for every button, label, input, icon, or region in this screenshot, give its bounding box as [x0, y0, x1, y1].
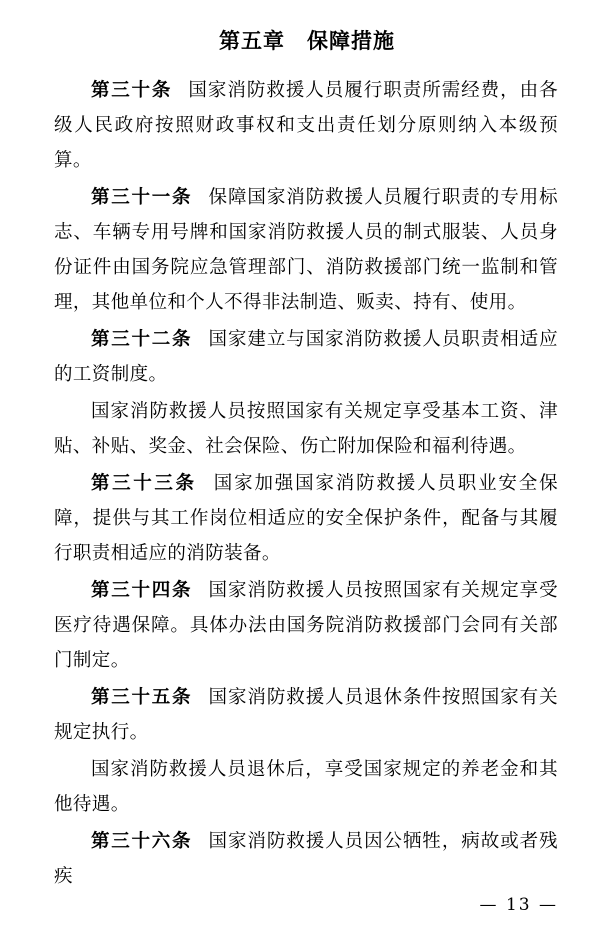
paragraph-text: 国家消防救援人员退休后，享受国家规定的养老金和其他待遇。 — [54, 759, 558, 816]
article-number: 第三十一条 — [91, 187, 193, 209]
article-number: 第三十五条 — [91, 687, 193, 709]
paragraph-text: 国家消防救援人员按照国家有关规定享受医疗待遇保障。具体办法由国务院消防救援部门会同有关部门制定。 — [54, 580, 558, 672]
chapter-title: 第五章 保障措施 — [219, 28, 395, 53]
paragraph-text: 国家消防救援人员退休条件按照国家有关规定执行。 — [54, 687, 558, 744]
paragraph-text: 保障国家消防救援人员履行职责的专用标志、车辆专用号牌和国家消防救援人员的制式服装、人员身份证件由国务院应急管理部门、消防救援部门统一监制和管理，其他单位和个人不得非法制造、贩卖、持有、使用。 — [54, 187, 558, 314]
paragraph — [54, 680, 558, 750]
paragraph — [54, 573, 558, 678]
paragraph-text: 国家加强国家消防救援人员职业安全保障，提供与其工作岗位相适应的安全保护条件，配备与其履行职责相适应的消防装备。 — [54, 473, 558, 565]
document-page — [0, 26, 614, 933]
paragraph — [54, 394, 558, 464]
article-number: 第三十条 — [91, 80, 173, 102]
paragraph — [54, 322, 558, 392]
article-number: 第三十四条 — [91, 580, 193, 602]
paragraph — [54, 824, 558, 894]
paragraph — [54, 73, 558, 178]
article-number: 第三十六条 — [91, 831, 193, 853]
paragraph-text: 国家消防救援人员按照国家有关规定享受基本工资、津贴、补贴、奖金、社会保险、伤亡附加保险和福利待遇。 — [54, 401, 558, 458]
paragraph-text: 国家消防救援人员因公牺牲，病故或者残疾 — [54, 831, 558, 888]
paragraph — [54, 180, 558, 320]
article-number: 第三十三条 — [91, 473, 197, 495]
article-number: 第三十二条 — [91, 329, 193, 351]
paragraph — [54, 466, 558, 571]
page-number: — 13 — — [479, 895, 558, 915]
paragraph-text: 国家消防救援人员履行职责所需经费，由各级人民政府按照财政事权和支出责任划分原则纳入本级预算。 — [54, 80, 558, 172]
paragraph-text: 国家建立与国家消防救援人员职责相适应的工资制度。 — [54, 329, 558, 386]
document-body — [54, 73, 558, 894]
paragraph — [54, 752, 558, 822]
